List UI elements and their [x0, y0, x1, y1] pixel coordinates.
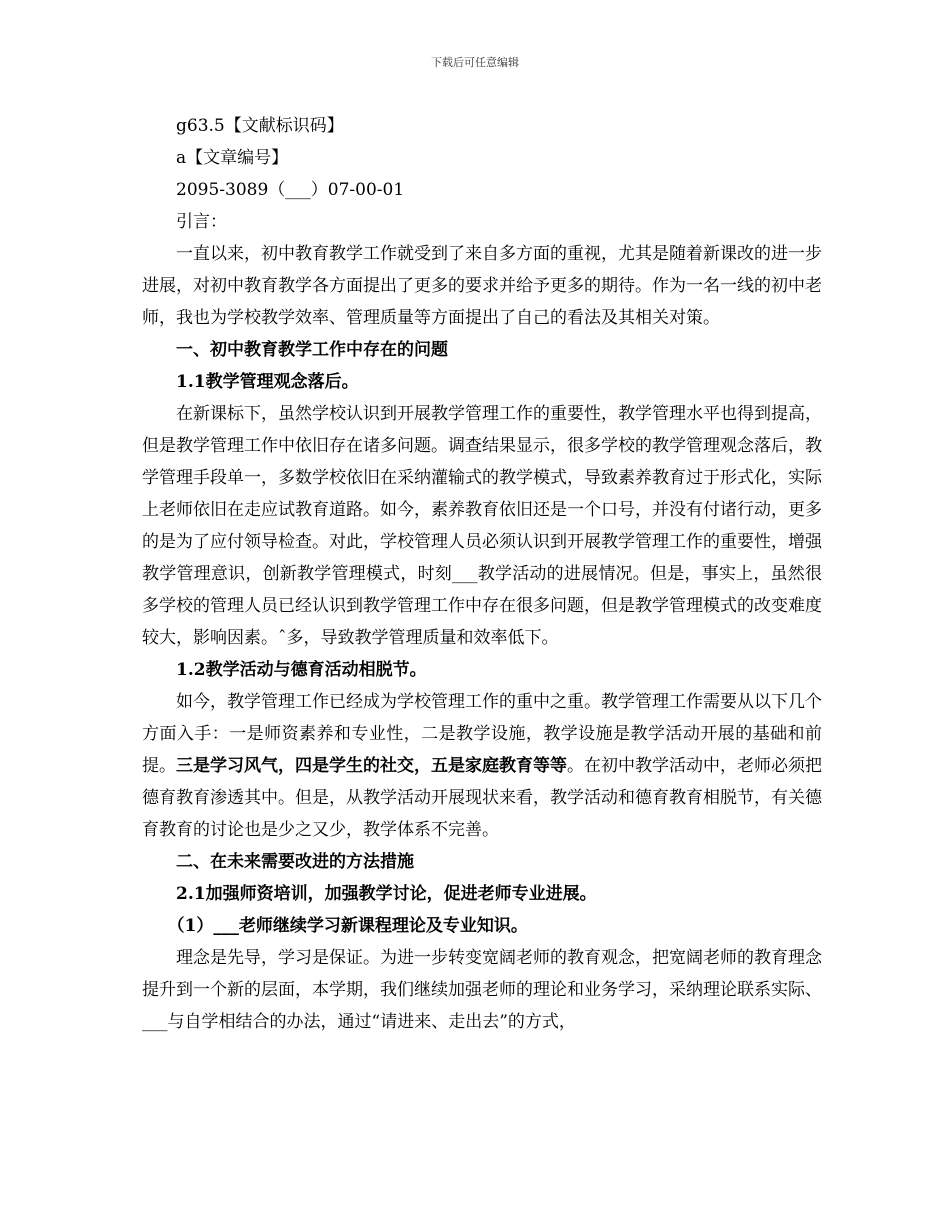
article-id-label: a【文章编号】 — [176, 148, 289, 168]
section-heading-2: 二、在未来需要改进的方法措施 — [176, 852, 414, 872]
intro-paragraph: 一直以来，初中教育教学工作就受到了来自多方面的重视，尤其是随着新课改的进一步进展，对初中教育教学各方面提出了更多的要求并给予更多的期待。作为一名一线的初中老师，我也为学校教学效率、管理质量等方面提出了自己的看法及其相关对策。 — [142, 244, 822, 328]
subsection-heading-1-1: 1.1教学管理观念落后。 — [176, 372, 359, 392]
section-heading-1: 一、初中教育教学工作中存在的问题 — [176, 340, 448, 360]
paragraph-2-part-c: 。在初中教学活动中，老师必须把德育教育渗透其中。但是，从教学活动开展现状来看，教学活动和德育教育相脱节，有关德育教育的讨论也是少之又少，教学体系不完善。 — [142, 756, 822, 840]
paragraph-2 — [142, 686, 822, 846]
subsection-heading-1-2: 1.2教学活动与德育活动相脱节。 — [176, 660, 427, 680]
article-number: 2095-3089（___）07-00-01 — [176, 180, 405, 200]
subsection-heading-2-1: 2.1加强师资培训，加强教学讨论，促进老师专业进展。 — [176, 884, 597, 904]
document-body — [142, 110, 822, 1038]
paragraph-2-bold: 三是学习风气，四是学生的社交，五是家庭教育等等 — [176, 756, 567, 776]
paragraph-1: 在新课标下，虽然学校认识到开展教学管理工作的重要性，教学管理水平也得到提高，但是教学管理工作中依旧存在诸多问题。调查结果显示，很多学校的教学管理观念落后，教学管理手段单一，多数学校依旧在采纳灌输式的教学模式，导致素养教育过于形式化，实际上老师依旧在走应试教育道路。如今，素养教育依旧还是一个口号，并没有付诸行动，更多的是为了应付领导检查。对此，学校管理人员必须认识到开展教学管理工作的重要性，增强教学管理意识，创新教学管理模式，时刻___教学活动的进展情况。但是，事实上，虽然很多学校的管理人员已经认识到教学管理工作中存在很多问题，但是教学管理模式的改变难度较大，影响因素。ˆ多，导致教学管理质量和效率低下。 — [142, 404, 822, 648]
paragraph-3: 理念是先导，学习是保证。为进一步转变宽阔老师的教育观念，把宽阔老师的教育理念提升到一个新的层面，本学期，我们继续加强老师的理论和业务学习，采纳理论联系实际、___与自学相结合的办法，通过“请进来、走出去”的方式， — [142, 948, 822, 1032]
page-header: 下载后可任意编辑 — [431, 56, 519, 69]
classification-code: g63.5【文献标识码】 — [176, 116, 344, 136]
intro-label: 引言： — [176, 212, 227, 232]
paragraph-2-part-a: 如今，教学管理工作已经成为学校管理工作的重中之重。教学管理工作需要从以下几个方面入手：一是师资素养和专业性，二是教学设施，教学设施是教学活动开展的基础和前提。 — [142, 692, 822, 776]
item-heading-2-1-1: （1）___老师继续学习新课程理论及专业知识。 — [167, 916, 528, 936]
